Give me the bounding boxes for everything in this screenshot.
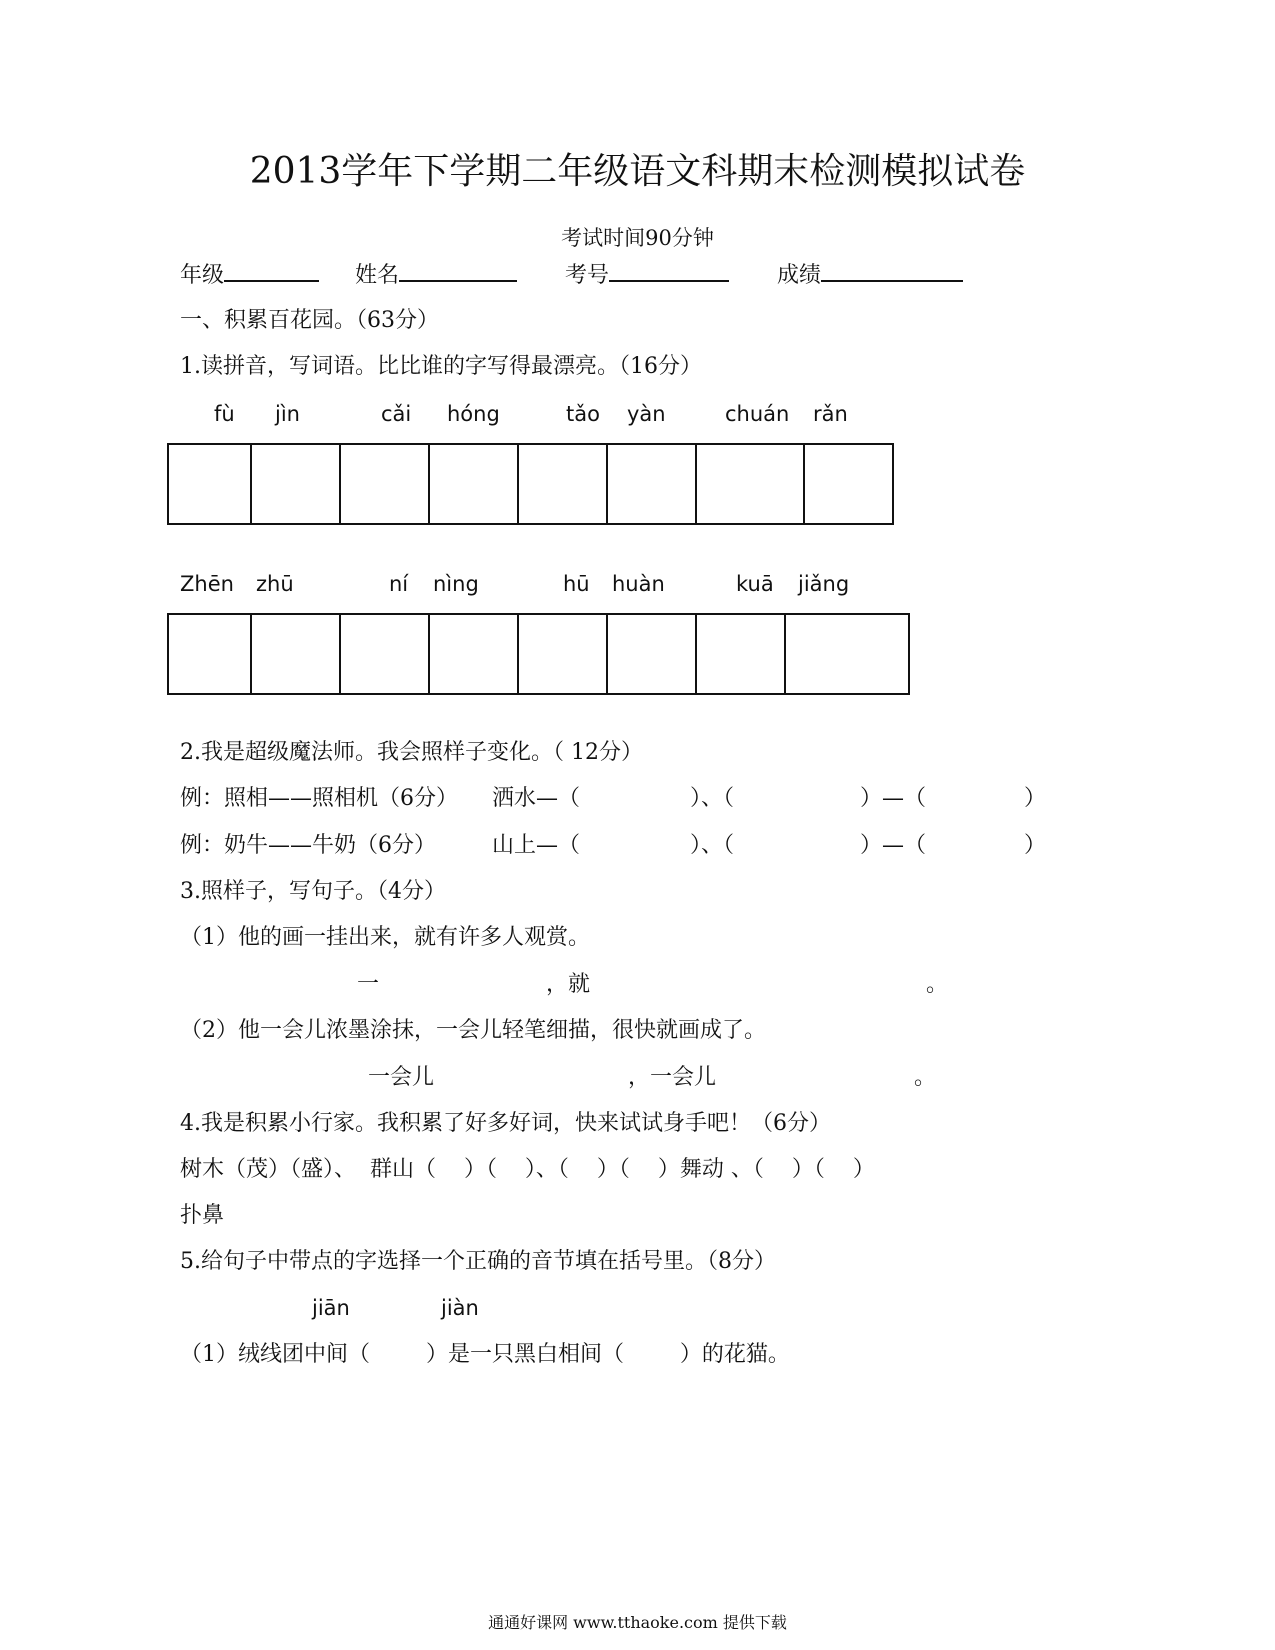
pinyin: jiān — [312, 1296, 350, 1320]
pinyin: ní — [389, 572, 409, 596]
section-1-heading: 一、积累百花园。（63分） — [180, 308, 439, 333]
writing-grid-2 — [167, 613, 910, 695]
q3-fill-2-end: 。 — [914, 1065, 937, 1090]
pinyin: kuā — [736, 572, 774, 596]
pinyin: hū — [563, 572, 590, 596]
q2-word-1: 洒水—（ — [492, 786, 581, 811]
question-4: 4.我是积累小行家。我积累了好多好词，快来试试身手吧！（6分） — [180, 1111, 831, 1136]
writing-box[interactable] — [429, 444, 518, 524]
writing-box[interactable] — [518, 614, 607, 694]
paren: ） — [1024, 786, 1047, 811]
name-label: 姓名 — [355, 263, 400, 288]
score-blank[interactable] — [821, 260, 963, 282]
page-title: 2013学年下学期二年级语文科期末检测模拟试卷 — [249, 151, 1026, 192]
writing-box[interactable] — [518, 444, 607, 524]
q2-word-2: 山上—（ — [492, 833, 581, 858]
exam-duration: 考试时间90分钟 — [561, 226, 714, 250]
question-5: 5.给句子中带点的字选择一个正确的音节填在括号里。（8分） — [180, 1249, 776, 1274]
pinyin: jiǎng — [798, 572, 850, 596]
pinyin: hóng — [447, 402, 500, 426]
q3-fill-2a: 一会儿 — [368, 1065, 435, 1090]
writing-box[interactable] — [429, 614, 518, 694]
pinyin: fù — [214, 402, 235, 426]
q3-fill-1-end: 。 — [926, 972, 949, 997]
pinyin: nìng — [433, 572, 479, 596]
paren: ） — [1024, 833, 1047, 858]
q3-sentence-1: （1）他的画一挂出来，就有许多人观赏。 — [180, 925, 590, 950]
writing-box[interactable] — [607, 614, 696, 694]
writing-box[interactable] — [251, 614, 340, 694]
footer: 通通好课网 www.tthaoke.com 提供下载 — [488, 1613, 787, 1632]
pinyin: Zhēn — [180, 572, 234, 596]
q3-fill-1a: 一 — [357, 972, 380, 997]
exam-no-label: 考号 — [565, 263, 610, 288]
q3-fill-2b: ，一会儿 — [628, 1065, 717, 1090]
pinyin: jiàn — [441, 1296, 479, 1320]
pinyin: yàn — [627, 402, 666, 426]
pinyin: chuán — [725, 402, 790, 426]
q5-sentence-1: （1）绒线团中间（ ）是一只黑白相间（ ）的花猫。 — [180, 1342, 790, 1367]
q2-example-1: 例：照相——照相机（6分） — [180, 786, 458, 811]
question-2: 2.我是超级魔法师。我会照样子变化。（ 12分） — [180, 740, 643, 765]
paren: ）—（ — [860, 786, 927, 811]
writing-box[interactable] — [168, 444, 251, 524]
paren: ）、（ — [690, 833, 735, 858]
name-blank[interactable] — [399, 260, 517, 282]
writing-box[interactable] — [785, 614, 909, 694]
paren: ）、（ — [690, 786, 735, 811]
grade-blank[interactable] — [224, 260, 319, 282]
pinyin: rǎn — [813, 402, 848, 426]
question-1: 1.读拼音，写词语。比比谁的字写得最漂亮。（16分） — [180, 354, 702, 379]
writing-box[interactable] — [251, 444, 340, 524]
writing-box[interactable] — [607, 444, 696, 524]
pinyin: tǎo — [566, 402, 600, 426]
pinyin: zhū — [256, 572, 294, 596]
writing-box[interactable] — [340, 614, 429, 694]
writing-box[interactable] — [696, 614, 785, 694]
question-3: 3.照样子，写句子。（4分） — [180, 879, 446, 904]
writing-box[interactable] — [804, 444, 893, 524]
score-label: 成绩 — [777, 263, 822, 288]
writing-box[interactable] — [168, 614, 251, 694]
q4-line: 树木（茂）（盛）、 群山（ ）（ ）、（ ）（ ）舞动 、（ ）（ ） — [180, 1157, 875, 1182]
paren: ）—（ — [860, 833, 927, 858]
exam-no-blank[interactable] — [609, 260, 729, 282]
writing-box[interactable] — [696, 444, 804, 524]
pinyin: cǎi — [381, 402, 412, 426]
writing-grid-1 — [167, 443, 894, 525]
info-line — [180, 260, 963, 291]
q4-line-2: 扑鼻 — [180, 1203, 225, 1228]
grade-label: 年级 — [180, 263, 225, 288]
pinyin: jìn — [275, 402, 300, 426]
writing-box[interactable] — [340, 444, 429, 524]
q3-sentence-2: （2）他一会儿浓墨涂抹，一会儿轻笔细描，很快就画成了。 — [180, 1018, 766, 1043]
q3-fill-1b: ，就 — [546, 972, 591, 997]
pinyin: huàn — [612, 572, 665, 596]
q2-example-2: 例：奶牛——牛奶（6分） — [180, 833, 436, 858]
